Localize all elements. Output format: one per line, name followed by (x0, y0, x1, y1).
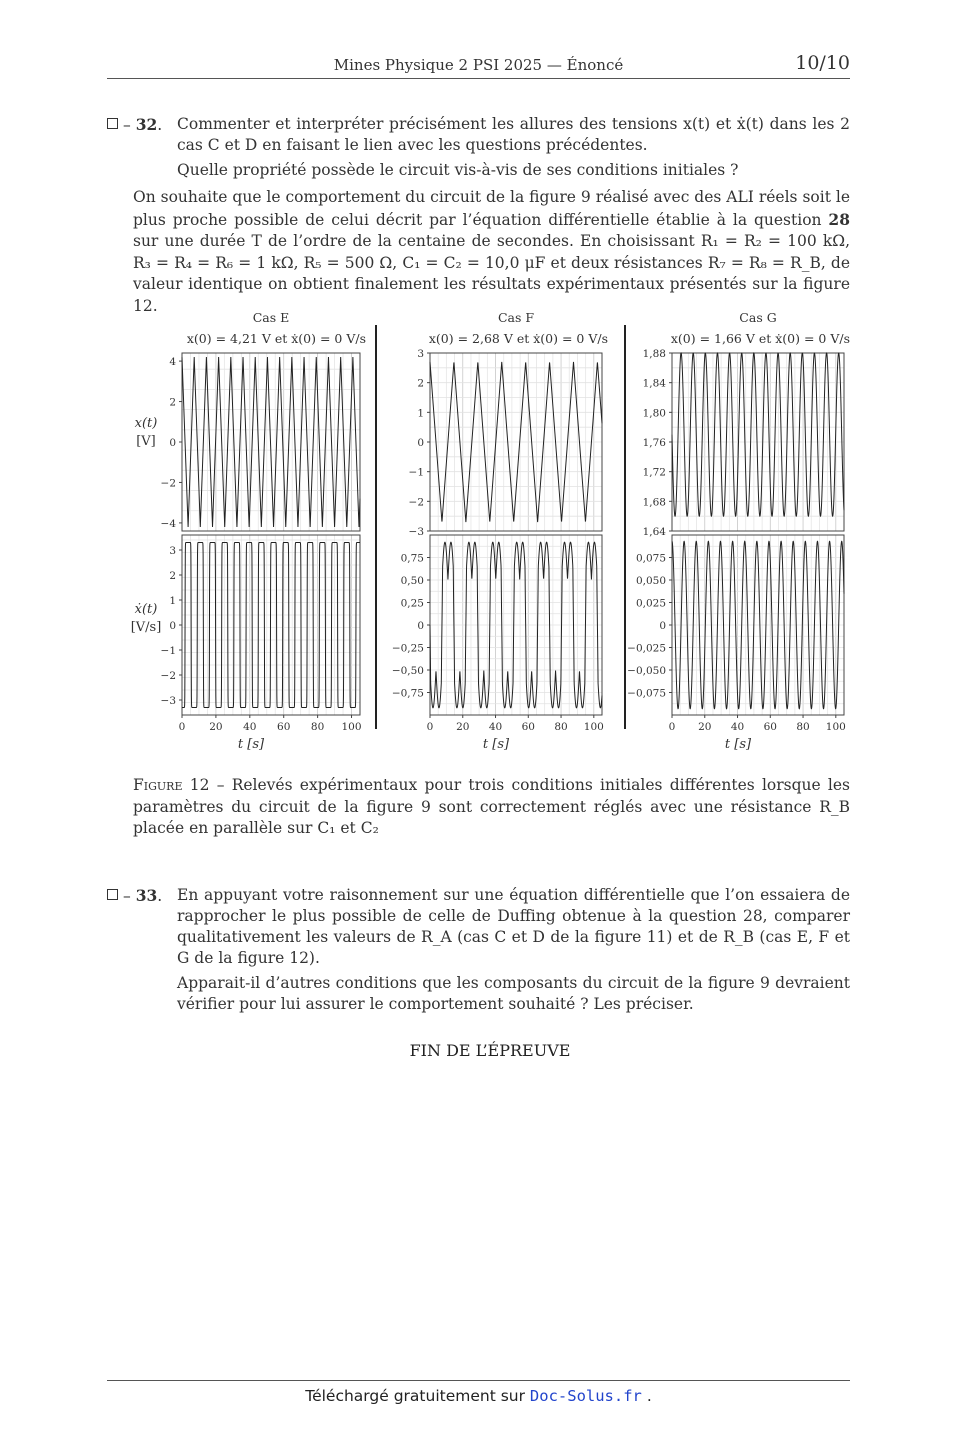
y-tick-label: −0,25 (391, 642, 424, 655)
y-tick-label: −0,050 (627, 665, 666, 677)
y-tick-label: 0,050 (635, 575, 666, 587)
y-tick-label: −2 (160, 477, 176, 490)
y-tick-label: 0,075 (635, 552, 666, 565)
y-tick-label: 1 (169, 595, 176, 607)
y-tick-label: 0,025 (635, 597, 666, 610)
y-tick-label: 0,25 (400, 597, 424, 610)
x-axis-label: t [s] (724, 737, 752, 752)
y-tick-label: 2 (169, 570, 176, 582)
question-number: 33 (135, 886, 158, 905)
x-tick-label: 40 (243, 721, 257, 733)
y-tick-label: 1,88 (642, 348, 666, 360)
question-33: – 33. En appuyant votre raisonnement sur une équation différentielle que l’on essaiera de rapprocher le plus possible de celle de Duffing obtenue à la question 28, comparer qualitativement les valeurs de R_A (cas C et D de la figure 11) et de R_B (cas E, F et G de la figure 12). Apparait-il d’autres conditions que les composants du circuit de la figure 9 devraient vérifier pour lui assurer le comportement souhaité ? Les préciser. (107, 885, 850, 1015)
figure-caption: Figure 12 – Relevés expérimentaux pour trois conditions initiales différentes lorsque les paramètres du circuit de la figure 9 sont correctement réglés avec une résistance R_B placée en parallèle sur C₁ et C₂ (133, 776, 851, 837)
x-tick-label: 100 (341, 721, 362, 733)
x-tick-label: 0 (668, 721, 676, 733)
y-tick-label: 3 (417, 348, 424, 360)
figure-12-chart (120, 305, 860, 765)
y-tick-label: −3 (408, 526, 424, 538)
y-tick-label: −2 (160, 670, 176, 682)
y-axis-label-v: ẋ(t) (134, 602, 158, 617)
x-tick-label: 100 (825, 721, 846, 733)
y-tick-label: 1,64 (642, 526, 666, 538)
y-tick-label: 1,68 (642, 496, 666, 509)
y-tick-label: −0,75 (391, 687, 424, 700)
chart-subtitle: x(0) = 4,21 V et ẋ(0) = 0 V/s (186, 331, 366, 346)
x-tick-label: 60 (521, 721, 535, 733)
chart-subtitle: x(0) = 2,68 V et ẋ(0) = 0 V/s (428, 331, 608, 346)
question-number: 32 (135, 115, 158, 134)
y-tick-label: −3 (160, 695, 176, 707)
doc-solus-link[interactable]: Doc-Solus.fr (529, 1387, 642, 1405)
end-of-exam: FIN DE L’ÉPREUVE (409, 1041, 571, 1060)
y-axis-unit-v: [V/s] (130, 620, 162, 635)
y-tick-label: 0 (169, 437, 176, 449)
y-tick-label: 0 (417, 437, 424, 449)
y-tick-label: 1,72 (642, 466, 666, 479)
series-line (182, 543, 360, 708)
y-tick-label: 0 (417, 620, 424, 632)
y-tick-label: 0 (659, 620, 666, 632)
x-tick-label: 0 (426, 721, 434, 733)
y-tick-label: 0 (169, 620, 176, 632)
checkbox-icon (107, 889, 118, 900)
y-tick-label: 1,80 (642, 407, 666, 420)
y-axis-label-x: x(t) (134, 416, 158, 431)
x-tick-label: 20 (698, 721, 712, 733)
y-axis-unit-x: [V] (136, 434, 156, 449)
x-tick-label: 80 (310, 721, 325, 733)
x-tick-label: 100 (583, 721, 604, 733)
x-tick-label: 20 (209, 721, 223, 733)
y-tick-label: −0,50 (391, 665, 424, 677)
question-prefix: – (123, 116, 136, 134)
y-tick-label: 3 (169, 545, 176, 557)
series-line (672, 353, 844, 516)
chart-title: Cas E (252, 310, 290, 325)
x-tick-label: 60 (763, 721, 777, 733)
y-tick-label: 0,50 (400, 575, 424, 587)
y-tick-label: −2 (408, 496, 424, 509)
question-text: Commenter et interpréter précisément les allures des tensions x(t) et ẋ(t) dans les 2 cas C et D en faisant le lien avec les questions précédentes. (177, 115, 850, 154)
page-footer: Téléchargé gratuitement sur Doc-Solus.fr . (107, 1380, 850, 1405)
x-axis-label: t [s] (237, 737, 265, 752)
x-tick-label: 80 (554, 721, 568, 733)
y-tick-label: 1 (417, 407, 424, 420)
chart-title: Cas F (497, 310, 535, 325)
page-header (107, 52, 850, 79)
y-tick-label: 1,76 (642, 437, 666, 449)
chart-subtitle: x(0) = 1,66 V et ẋ(0) = 0 V/s (670, 331, 850, 346)
series-line (182, 357, 360, 527)
question-prefix: – (123, 887, 136, 905)
header-title: Mines Physique 2 PSI 2025 — Énoncé (333, 56, 624, 74)
y-tick-label: 2 (169, 396, 176, 409)
x-tick-label: 40 (730, 721, 745, 733)
x-tick-label: 40 (488, 721, 503, 733)
y-tick-label: −1 (408, 466, 424, 479)
x-tick-label: 60 (277, 721, 291, 733)
checkbox-icon (107, 118, 118, 129)
x-tick-label: 0 (178, 721, 186, 733)
y-tick-label: −0,075 (627, 687, 666, 700)
y-tick-label: 2 (417, 377, 424, 390)
y-tick-label: 4 (169, 356, 176, 369)
question-text: En appuyant votre raisonnement sur une équation différentielle que l’on essaiera de rapprocher le plus possible de celle de Duffing obtenue à la question 28, comparer qualitativement les valeurs de R_A (cas C et D de la figure 11) et de R_B (cas E, F et G de la figure 12). (177, 886, 850, 967)
x-tick-label: 80 (796, 721, 810, 733)
x-axis-label: t [s] (482, 737, 510, 752)
y-tick-label: 1,84 (642, 377, 666, 390)
figure-12 (120, 305, 860, 765)
paragraph: On souhaite que le comportement du circuit de la figure 9 réalisé avec des ALI réels soit le plus proche possible de celui décrit par l’équation différentielle établie à la question 28 sur une durée T de l’ordre de la centaine de secondes. En choisissant R₁ = R₂ = 100 kΩ, R₃ = R₄ = R₆ = 1 kΩ, R₅ = 500 Ω, C₁ = C₂ = 10,0 μF et deux résistances R₇ = R₈ = R_B, de valeur identique on obtient finalement les résultats expérimentaux présentés sur la figure 12. (133, 188, 850, 315)
y-tick-label: 0,75 (400, 552, 424, 565)
question-32: – 32. Commenter et interpréter précisément les allures des tensions x(t) et ẋ(t) dans les 2 cas C et D en faisant le lien avec les questions précédentes. Quelle propriété possède le circuit vis-à-vis de ses conditions initiales ? (107, 114, 850, 181)
question-text-2: Apparait-il d’autres conditions que les composants du circuit de la figure 9 devraient vérifier pour lui assurer le comportement souhaité ? Les préciser. (177, 974, 850, 1013)
x-tick-label: 20 (456, 721, 470, 733)
question-text-2: Quelle propriété possède le circuit vis-à-vis de ses conditions initiales ? (177, 161, 739, 179)
page-number: 10/10 (795, 52, 850, 74)
chart-title: Cas G (739, 310, 777, 325)
y-tick-label: −1 (160, 645, 176, 657)
y-tick-label: −4 (160, 517, 176, 530)
y-tick-label: −0,025 (627, 642, 666, 655)
